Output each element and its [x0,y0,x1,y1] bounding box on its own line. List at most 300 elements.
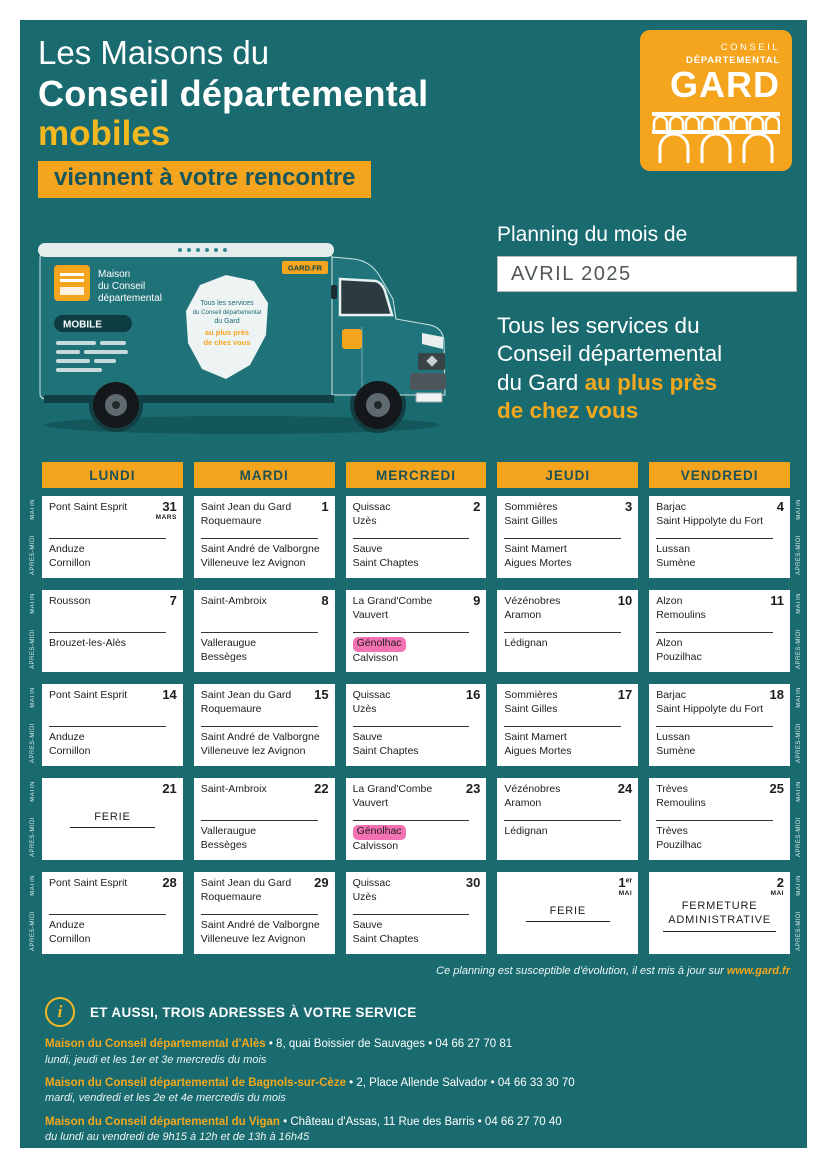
planning-label: Planning du mois de [497,223,688,246]
matin-side-label: MATIN [30,781,36,802]
apres-midi-locations [504,731,631,761]
date-number: 7 [169,593,177,608]
matin-locations [504,783,631,820]
calendar-day-cell [194,684,335,766]
location-name: Barjac [656,501,686,513]
calendar-day-cell [346,778,487,860]
location-name: Pouzilhac [656,650,702,663]
address-schedule: mardi, vendredi et les 2e et 4e mercredis du mois [45,1092,286,1105]
location-name: Roquemaure [200,514,262,527]
matin-apresmidi-divider [201,632,318,633]
matin-apresmidi-divider [504,726,621,727]
matin-apresmidi-divider [504,632,621,633]
location-name: Saint André de Valborgne [200,919,320,931]
location-name: Sauve [352,731,383,743]
location-name: Sommières [504,501,558,513]
matin-apresmidi-divider [201,726,318,727]
matin-apresmidi-divider [656,538,773,539]
side-mirror [331,285,337,299]
location-name: Saint Mamert [504,543,567,555]
location-name: Lussan [656,731,691,743]
address-detail: • 2, Place Allende Salvador • 04 66 33 30 70 [345,1076,575,1089]
logo-gard-text: GARD [670,64,780,105]
matin-apresmidi-divider [504,538,621,539]
matin-side-label: MATIN [796,781,802,802]
apres-midi-locations [353,825,480,855]
logo-departemental-text: DÉPARTEMENTAL [686,55,780,66]
location-name: Rousson [49,595,91,607]
mobile-badge-text: MOBILE [63,319,102,331]
location-name: Anduze [49,543,85,555]
day-header: MERCREDI [346,462,487,488]
cell-date [771,876,784,897]
info-section [45,997,790,1153]
title-line-3: mobiles [38,114,171,154]
location-name: Lussan [656,543,691,555]
calendar-day-cell [649,496,790,578]
matin-locations [201,783,328,820]
calendar-day-cell [346,872,487,954]
date-number: 30 [465,875,481,890]
truck-illustration [30,223,465,443]
location-name: Remoulins [656,796,706,809]
cell-date [770,688,784,702]
date-month: MAI [770,889,784,897]
location-name: Saint Hippolyte du Fort [656,702,763,715]
location-name: Saint Mamert [504,731,567,743]
location-name: Saint-Ambroix [200,595,267,607]
subtitle-line-4: de chez vous [497,398,639,424]
location-name: Aramon [504,608,542,621]
location-name: Saint Chaptes [352,744,419,757]
location-name: Anduze [49,731,85,743]
apres-midi-locations [49,731,176,761]
door-logo-square [342,329,362,349]
calendar-week-row [30,872,802,954]
location-name: Saint Gilles [504,514,558,527]
cell-date [777,500,784,514]
apres-midi-locations [201,637,328,667]
location-name: Quissac [352,877,391,889]
matin-apresmidi-divider [353,632,470,633]
location-name: Anduze [49,919,85,931]
matin-locations [656,689,783,726]
matin-locations [201,689,328,726]
location-name: Vézénobres [504,783,561,795]
address-name: Maison du Conseil départemental du Vigan [45,1115,280,1128]
location-name: Sauve [352,543,383,555]
apres-midi-side-label: APRÈS-MIDI [30,628,36,669]
cell-date [321,594,328,608]
address-detail: • 8, quai Boissier de Sauvages • 04 66 27 70 81 [265,1038,513,1050]
cell-date [162,688,176,702]
location-name: Lédignan [504,825,548,837]
matin-apresmidi-divider [656,632,773,633]
calendar-day-cell [42,496,183,578]
date-number: 4 [776,499,784,514]
matin-locations [353,877,480,914]
cell-date [314,688,328,702]
location-name: Lédignan [504,637,548,649]
address-list [45,1037,790,1144]
apres-midi-locations [201,825,328,855]
aqueduct-icon [652,109,780,165]
location-name: Pont Saint Esprit [49,689,128,701]
calendar-day-cell [42,778,183,860]
location-name: Villeneuve lez Avignon [200,932,306,945]
matin-locations [656,783,783,820]
calendar-day-cell [42,684,183,766]
address-item [45,1037,790,1067]
location-name: Cornillon [49,932,91,945]
date-number: 1 [321,499,329,514]
calendar-day-cell [649,684,790,766]
matin-locations [353,783,480,820]
poster-sheet [20,20,807,1148]
apres-midi-side-label: APRÈS-MIDI [796,816,802,857]
location-name: Quissac [352,689,391,701]
highlighted-location: Génolhac [353,637,406,652]
location-name: Alzon [656,637,683,649]
date-number: 18 [769,687,784,702]
gard-fr-link: www.gard.fr [726,965,790,977]
location-name: Sumène [656,744,696,757]
location-name: Uzès [352,514,377,527]
matin-locations [353,689,480,726]
address-schedule: lundi, jeudi et les 1er et 3e mercredis du mois [45,1053,267,1066]
location-name: Aigues Mortes [504,556,572,569]
matin-locations [49,689,176,726]
apres-midi-locations [353,637,480,667]
location-name: Saint André de Valborgne [200,543,320,555]
location-name: Sauve [352,919,383,931]
header-banner: viennent à votre rencontre [38,161,371,198]
matin-apresmidi-divider [656,820,773,821]
matin-locations [49,595,176,632]
cell-date [618,688,632,702]
matin-locations [49,877,176,914]
truck-brand-line3: départemental [98,293,162,304]
matin-apresmidi-divider [49,726,166,727]
apres-midi-locations [353,731,480,761]
mobile-truck-photo [30,223,465,448]
matin-apresmidi-divider [353,914,470,915]
location-name: Quissac [352,501,391,513]
bumper [410,373,446,390]
subtitle-line-3: du Gard au plus près [497,369,718,395]
gard-logo [640,30,792,171]
gardfr-text: GARD.FR [287,263,323,273]
location-name: Villeneuve lez Avignon [200,744,306,757]
calendar-day-cell [497,872,638,954]
location-name: Saint Jean du Gard [200,877,292,889]
cell-date [162,782,176,796]
location-name: Pont Saint Esprit [49,501,128,513]
matin-side-label: MATIN [30,875,36,896]
matin-apresmidi-divider [504,820,621,821]
address-name: Maison du Conseil départemental de Bagnols-sur-Cèze [45,1076,346,1089]
matin-locations [201,501,328,538]
location-name [353,825,480,840]
location-name: Remoulins [656,608,706,621]
location-name: Roquemaure [200,890,262,903]
apres-midi-side-label: APRÈS-MIDI [30,816,36,857]
date-number: 11 [770,593,784,608]
location-name: Trèves [656,783,688,795]
holiday-label: FERMETURE ADMINISTRATIVE [649,899,790,932]
info-icon: i [45,997,75,1027]
cell-date [466,876,480,890]
apres-midi-locations [656,825,783,855]
date-number: 10 [617,593,633,608]
cell-date [170,594,177,608]
location-name: Bessèges [200,650,247,663]
apres-midi-locations [504,825,631,855]
map-text-2: du Conseil départemental [192,310,262,316]
day-header: MARDI [194,462,335,488]
apres-midi-locations [504,637,631,667]
apres-midi-locations [353,919,480,949]
matin-apresmidi-divider [201,820,318,821]
matin-apresmidi-divider [201,914,318,915]
calendar-day-cell [346,496,487,578]
location-name [353,637,480,652]
update-note-text: Ce planning est susceptible d'évolution, il est mis à jour sur [436,965,724,977]
date-number: 15 [314,687,329,702]
matin-locations [656,501,783,538]
matin-apresmidi-divider [49,538,166,539]
location-name: Aigues Mortes [504,744,572,757]
cell-date [162,876,176,890]
apres-midi-locations [201,731,328,761]
calendar-week-row [30,778,802,860]
location-name: Roquemaure [200,702,262,715]
apres-midi-side-label: APRÈS-MIDI [796,628,802,669]
calendar-week-row [30,684,802,766]
date-number: 9 [473,593,481,608]
location-name: Pont Saint Esprit [49,877,128,889]
apres-midi-side-label: APRÈS-MIDI [30,722,36,763]
calendar-day-cell [649,590,790,672]
subtitle-line-2: Conseil départemental [497,341,723,367]
truck-brand-line2: du Conseil [98,281,146,292]
location-name: Aramon [504,796,542,809]
date-number: 24 [617,781,633,796]
apres-midi-locations [49,637,176,667]
matin-apresmidi-divider [656,726,773,727]
holiday-label: FERIE [42,810,183,828]
matin-apresmidi-divider [353,726,470,727]
date-number: 16 [465,687,481,702]
matin-apresmidi-divider [49,632,166,633]
apres-midi-locations [201,543,328,573]
calendar-day-cell [42,872,183,954]
calendar-header-row [42,462,790,488]
date-number: 17 [617,687,633,702]
date-number: 25 [769,781,784,796]
matin-side-label: MATIN [30,687,36,708]
date-number: 1 [618,875,626,890]
cell-date [770,594,784,608]
address-detail: • Château d'Assas, 11 Rue des Barris • 04 66 27 70 40 [279,1115,562,1128]
matin-locations [504,689,631,726]
update-note [436,965,790,977]
location-name: Bessèges [200,838,247,851]
calendar-day-cell [497,684,638,766]
address-item [45,1115,790,1145]
matin-locations [504,595,631,632]
day-header: VENDREDI [649,462,790,488]
planning-block [497,223,797,425]
calendar-day-cell [194,496,335,578]
calendar-day-cell [346,684,487,766]
apres-midi-locations [49,543,176,573]
calendar-day-cell [194,872,335,954]
location-name: Uzès [352,890,377,903]
apres-midi-side-label: APRÈS-MIDI [796,722,802,763]
calendar-week-row [30,590,802,672]
apres-midi-locations [353,543,480,573]
calendar-day-cell [346,590,487,672]
apres-midi-locations [201,919,328,949]
calendar-week-row [30,496,802,578]
cell-date [314,876,328,890]
location-name: Saint Jean du Gard [200,501,292,513]
calendar-day-cell [497,778,638,860]
truck-brand-line1: Maison [98,269,131,280]
location-name: Villeneuve lez Avignon [200,556,306,569]
date-number: 8 [321,593,329,608]
calendar-day-cell [194,590,335,672]
map-text-5: de chez vous [203,338,251,347]
subtitle-line-1: Tous les services du [497,313,700,338]
matin-apresmidi-divider [353,820,470,821]
title-line-1: Les Maisons du [38,34,270,71]
cell-date [156,500,177,521]
cell-date [321,500,328,514]
location-name: Calvisson [352,651,399,664]
cell-date [466,688,480,702]
apres-midi-side-label: APRÈS-MIDI [796,910,802,951]
matin-apresmidi-divider [353,538,470,539]
location-name: Uzès [352,702,377,715]
date-number: 2 [776,875,784,890]
address-schedule: du lundi au vendredi de 9h15 à 12h et de 13h à 16h45 [45,1131,310,1144]
address-name: Maison du Conseil départemental d'Alès [45,1038,266,1050]
location-name: Alzon [656,595,683,607]
cell-date [618,782,632,796]
apres-midi-locations [656,731,783,761]
apres-midi-side-label: APRÈS-MIDI [30,534,36,575]
title-line-2: Conseil départemental [38,72,429,114]
matin-side-label: MATIN [796,687,802,708]
matin-side-label: MATIN [30,593,36,614]
location-name: Trèves [656,825,688,837]
matin-locations [353,501,480,538]
apres-midi-locations [49,919,176,949]
location-name: Saint Chaptes [352,556,419,569]
apres-midi-side-label: APRÈS-MIDI [30,910,36,951]
calendar-day-cell [497,590,638,672]
calendar-day-cell [194,778,335,860]
location-name: Vézénobres [504,595,561,607]
cell-date [314,782,328,796]
calendar-day-cell [649,872,790,954]
location-name: Calvisson [352,839,399,852]
matin-apresmidi-divider [49,914,166,915]
date-number: 29 [314,875,329,890]
date-number: 21 [162,781,177,796]
location-name: Brouzet-les-Alès [49,637,127,649]
location-name: Saint-Ambroix [200,783,267,795]
month-box: AVRIL 2025 [497,256,797,292]
location-name: La Grand'Combe [352,595,433,607]
date-number: 14 [162,687,177,702]
header-title-block [38,34,428,198]
date-number: 22 [314,781,329,796]
location-name: La Grand'Combe [352,783,433,795]
location-name: Sumène [656,556,696,569]
matin-apresmidi-divider [201,538,318,539]
truck-logo-square [54,265,90,301]
location-name: Saint Hippolyte du Fort [656,514,763,527]
location-name: Valleraugue [200,825,257,837]
day-header: LUNDI [42,462,183,488]
holiday-label: FERIE [497,904,638,922]
planning-subtitle [497,312,797,425]
matin-locations [353,595,480,632]
cell-date [618,594,632,608]
matin-locations [656,595,783,632]
date-month: MAI [618,889,633,897]
location-name: Saint Jean du Gard [200,689,292,701]
logo-conseil-text: CONSEIL [720,42,780,53]
cell-date [466,782,480,796]
calendar-day-cell [649,778,790,860]
location-name: Barjac [656,689,686,701]
map-text-1: Tous les services [200,300,254,307]
highlighted-location: Génolhac [353,825,406,840]
location-name: Vauvert [352,608,389,621]
map-text-4: au plus près [204,328,250,337]
location-name: Sommières [504,689,558,701]
map-text-3: du Gard [214,318,240,325]
date-number: 23 [465,781,481,796]
location-name: Cornillon [49,744,91,757]
date-month: MARS [155,513,177,521]
matin-locations [504,501,631,538]
matin-locations [201,877,328,914]
license-plate [416,393,442,402]
location-name: Vauvert [352,796,389,809]
cell-date [625,500,632,514]
date-number: 2 [473,499,481,514]
apres-midi-locations [504,543,631,573]
day-header: JEUDI [497,462,638,488]
apres-midi-locations [656,543,783,573]
cell-date [770,782,784,796]
apres-midi-locations [656,637,783,667]
info-title: ET AUSSI, TROIS ADRESSES À VOTRE SERVICE [90,1004,417,1020]
location-name: Saint Gilles [504,702,558,715]
location-name: Saint Chaptes [352,932,419,945]
date-number: 3 [624,499,633,514]
location-name: Pouzilhac [656,838,702,851]
location-name: Cornillon [49,556,91,569]
info-header [45,997,790,1027]
date-number: 28 [162,875,177,890]
date-number: 31 [162,499,177,514]
